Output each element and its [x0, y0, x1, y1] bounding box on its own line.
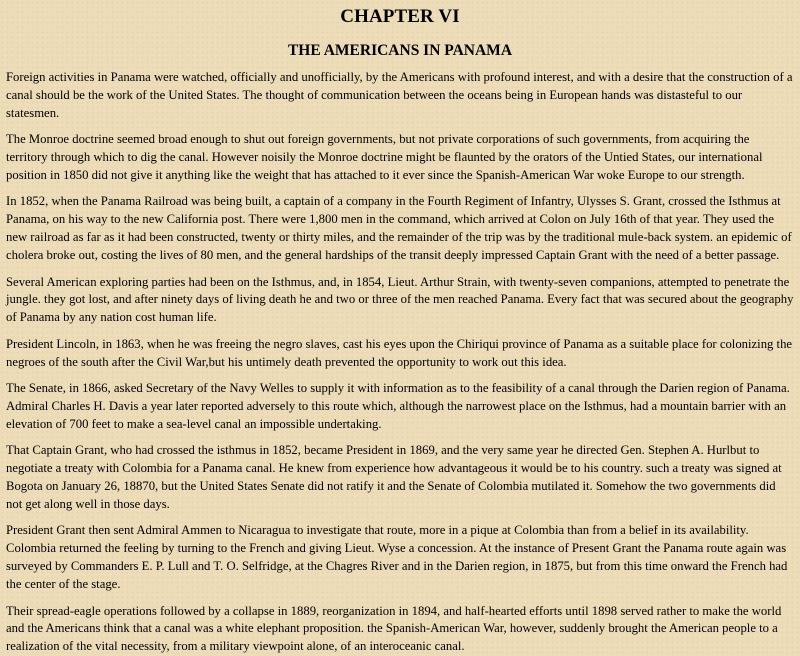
paragraph-6: The Senate, in 1866, asked Secretary of the Navy Welles to supply it with information as to the feasibility of a canal through the Darien region of Panama. Admiral Charles H. Davis a year later reported adversely to this route which, although the narrowest place on the Isthmus, had a mountain barrier with an elevation of 700 feet to make a sea-level canal an impossible undertaking. — [6, 381, 790, 431]
paragraph-7: That Captain Grant, who had crossed the isthmus in 1852, became President in 1869, and the very same year he directed Gen. Stephen A. Hurlbut to negotiate a treaty with Colombia for a Panama canal. He knew from experience how advantageous it would be to his country. such a treaty was signed at Bogota on January 26, 18870, but the United States Senate did not ratify it and the Senate of Colombia mutilated it. Somehow the two governments did not get along well in those days. — [6, 443, 782, 512]
document-page — [0, 5, 800, 654]
paragraph-8: President Grant then sent Admiral Ammen to Nicaragua to investigate that route, more in a pique at Colombia than from a belief in its availability. Colombia returned the feeling by turning to the French and giving Lieut. Wyse a concession. At the instance of Present Grant the Panama route again was surveyed by Commanders E. P. Lull and T. O. Selfridge, at the Chagres River and in the Darien region, in 1875, but from this time onward the French had the center of the stage. — [6, 523, 788, 592]
chapter-title: CHAPTER VI — [340, 6, 460, 27]
paragraph-1: Foreign activities in Panama were watched, officially and unofficially, by the Americans with profound interest, and with a desire that the construction of a canal should be the work of the United States. The thought of communication between the oceans being in European hands was distasteful to our statesmen. — [6, 70, 793, 120]
chapter-body — [6, 69, 794, 656]
chapter-subtitle: THE AMERICANS IN PANAMA — [287, 42, 513, 59]
paragraph-9: Their spread-eagle operations followed by a collapse in 1889, reorganization in 1894, and half-hearted efforts until 1898 served rather to make the world and the Americans think that a canal was a white elephant proposition. the Spanish-American War, however, suddenly brought the American people to a realization of the vital necessity, from a military viewpoint alone, of an interoceanic canal. — [6, 603, 782, 654]
paragraph-2: The Monroe doctrine seemed broad enough to shut out foreign governments, but not private corporations of such governments, from acquiring the territory through which to dig the canal. However noisily the Monroe doctrine might be flaunted by the orators of the Untied States, our international position in 1850 did not give it anything like the weight that has attached to it ever since the Spanish-American War woke Europe to our strength. — [6, 132, 763, 183]
paragraph-3: In 1852, when the Panama Railroad was being built, a captain of a company in the Fourth Regiment of Infantry, Ulysses S. Grant, crossed the Isthmus at Panama, on his way to the new California post. There were 1,800 men in the command, which arrived at Colon on July 16th of that year. They used the new railroad as far as it had been constructed, twenty or thirty miles, and the remainder of the trip was by the traditional mule-back system. an epidemic of cholera broke out, costing the lives of 80 men, and the general hardships of the transit deeply impressed Captain Grant with the need of a better passage. — [6, 194, 792, 263]
paragraph-4: Several American exploring parties had been on the Isthmus, and, in 1854, Lieut. Arthur Strain, with twenty-seven companions, attempted to penetrate the jungle. they got lost, and after ninety days of living death he and two or three of the men reached Panama. Every fact that was secured about the geography of Panama by any nation cost human life. — [6, 274, 794, 325]
paragraph-5: President Lincoln, in 1863, when he was freeing the negro slaves, cast his eyes upon the Chiriqui province of Panama as a suitable place for colonizing the negroes of the south after the Civil War,but his untimely death prevented the opportunity to work out this idea. — [6, 336, 793, 369]
